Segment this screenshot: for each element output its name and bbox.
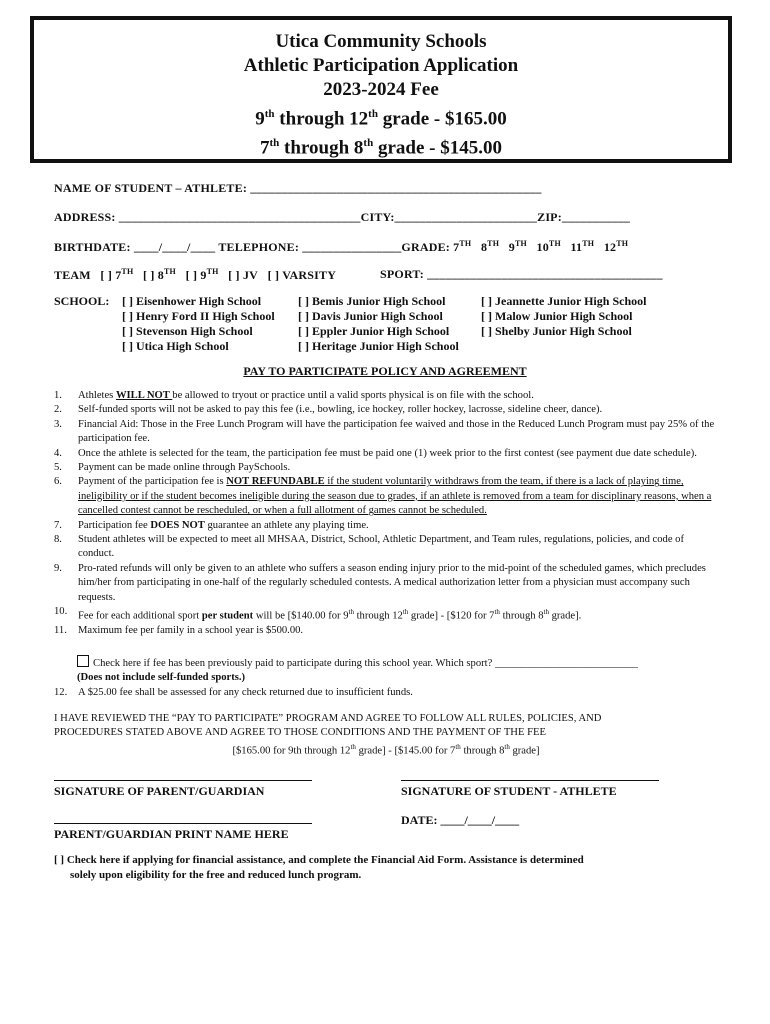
form-header — [30, 16, 732, 163]
date-field[interactable]: DATE: ____/____/____ — [401, 813, 520, 827]
school-option[interactable]: [ ] Jeannette Junior High School — [481, 294, 647, 308]
grade-option[interactable]: 10TH — [536, 239, 561, 254]
policy-list-end — [54, 686, 718, 700]
school-column-high — [122, 294, 275, 354]
parent-signature-line[interactable] — [54, 780, 312, 781]
school-option[interactable]: [ ] Stevenson High School — [122, 324, 253, 338]
address-field[interactable]: ADDRESS: _______________________________________CITY:_______________________ZIP:___________ — [54, 210, 631, 224]
team-option-8th[interactable]: [ ] 8TH — [143, 267, 176, 282]
policy-item: 12. A $25.00 fee shall be assessed for any check returned due to insufficient funds. — [54, 687, 413, 698]
school-option[interactable]: [ ] Davis Junior High School — [298, 309, 443, 323]
student-signature-label: SIGNATURE OF STUDENT - ATHLETE — [401, 784, 617, 798]
policy-item: 11. Maximum fee per family in a school year is $500.00. — [54, 625, 304, 637]
policy-item: 2. Self-funded sports will not be asked to pay this fee (i.e., bowling, ice hockey, roller hockey, lacrosse, sideline cheer, dance). — [54, 404, 603, 416]
grade-option[interactable]: 9TH — [508, 239, 527, 254]
team-option-jv[interactable]: [ ] JV — [228, 268, 259, 282]
grade-option[interactable]: 7TH — [453, 239, 472, 254]
policy-item: 6. Payment of the participation fee is NOT REFUNDABLE if the student voluntarily withdraws from the team, if there is a lack of playing time, ineligibility or if the student becomes ineligible during the season due to grades, if an athlete is removed from a team for disciplinary reasons, when a cancelled contest cannot be rescheduled, or when a full allotment of games cannot be scheduled. — [54, 476, 712, 517]
sport-field[interactable]: SPORT: ______________________________________ — [380, 267, 663, 281]
school-option[interactable]: [ ] Eppler Junior High School — [298, 324, 450, 338]
school-option[interactable]: [ ] Bemis Junior High School — [298, 294, 446, 308]
school-option[interactable]: [ ] Heritage Junior High School — [298, 339, 459, 353]
school-column-junior-b — [481, 294, 646, 339]
school-option[interactable]: [ ] Malow Junior High School — [481, 309, 633, 323]
checkbox[interactable] — [77, 655, 89, 667]
agreement-statement: I HAVE REVIEWED THE “PAY TO PARTICIPATE” PROGRAM AND AGREE TO FOLLOW ALL RULES, POLICIES, AND PROCEDURES STATED ABOVE AND AGREE TO THOSE CONDITIONS AND THE PAYMENT OF THE FEE [$165.00 for 9th through 12th grade] - [$145.00 for 7th through 8th grade] — [54, 713, 602, 757]
school-option[interactable]: [ ] Utica High School — [122, 339, 229, 353]
grade-option[interactable]: 12TH — [603, 239, 629, 254]
team-option-7th[interactable]: [ ] 7TH — [100, 267, 134, 282]
team-option-9th[interactable]: [ ] 9TH — [185, 267, 219, 282]
policy-list — [54, 389, 718, 638]
previously-paid-check: Check here if fee has been previously paid to participate during this school year. Which sport? ___________________________ (Does not include self-funded sports.) — [77, 655, 722, 686]
school-option[interactable]: [ ] Shelby Junior High School — [481, 324, 632, 338]
policy-item: 3. Financial Aid: Those in the Free Lunch Program will have the participation fee waived and those in the Reduced Lunch Program must pay 25% of the participation fee. — [54, 418, 715, 445]
policy-title: PAY TO PARTICIPATE POLICY AND AGREEMENT — [243, 364, 527, 378]
school-column-junior-a — [298, 294, 459, 354]
district-title: Utica Community Schools — [275, 31, 487, 52]
grade-option[interactable]: 11TH — [570, 239, 595, 254]
policy-item: 5. Payment can be made online through PaySchools. — [54, 462, 291, 474]
team-field: TEAM [ ] 7TH [ ] 8TH [ ] 9TH [ ] JV [ ] VARSITY — [54, 267, 337, 282]
team-option-varsity[interactable]: [ ] VARSITY — [267, 268, 337, 282]
policy-item: 8. Student athletes will be expected to meet all MHSAA, District, School, Athletic Department, and Team rules, regulations, policies, and code of conduct. — [54, 534, 684, 560]
fee-junior-high: 7th through 8th grade - $145.00 — [260, 137, 502, 159]
school-option[interactable]: [ ] Henry Ford II High School — [122, 309, 275, 323]
policy-item: 10. Fee for each additional sport per student will be [$140.00 for 9th through 12th grade] - [$120 for 7th through 8th grade]. — [54, 606, 582, 622]
parent-signature-label: SIGNATURE OF PARENT/GUARDIAN — [54, 784, 265, 798]
student-signature-line[interactable] — [401, 780, 659, 781]
print-name-label: PARENT/GUARDIAN PRINT NAME HERE — [54, 827, 289, 841]
form-title: Athletic Participation Application — [243, 55, 519, 76]
policy-item: 7. Participation fee DOES NOT guarantee an athlete any playing time. — [54, 519, 369, 531]
financial-assistance-check[interactable]: [ ] Check here if applying for financial assistance, and complete the Financial Aid Form. Assistance is determined solely upon eligibility for the free and reduced lunch program. — [54, 854, 584, 881]
school-option[interactable]: [ ] Eisenhower High School — [122, 294, 262, 308]
print-name-line[interactable] — [54, 823, 312, 824]
policy-item: 1. Athletes WILL NOT be allowed to tryout or practice until a valid sports physical is on file with the school. — [54, 390, 534, 401]
birthdate-phone-grade-field[interactable]: BIRTHDATE: ____/____/____ TELEPHONE: ________________GRADE: 7TH 8TH 9TH 10TH 11TH 12TH — [54, 239, 629, 254]
fee-year: 2023-2024 Fee — [323, 79, 439, 100]
grade-option[interactable]: 8TH — [480, 239, 500, 254]
fee-high-school: 9th through 12th grade - $165.00 — [255, 108, 507, 130]
policy-item: 4. Once the athlete is selected for the team, the participation fee must be paid one (1) week prior to the first contest (see payment due date schedule). — [54, 447, 697, 459]
policy-item: 9. Pro-rated refunds will only be given to an athlete who suffers a season ending injury prior to the mid-point of the scheduled games, which precludes him/her from participating in one-half of the regularly scheduled contests. A medical authorization letter from a physician must accompany such requests. — [54, 562, 706, 603]
school-label: SCHOOL: — [54, 294, 110, 308]
student-name-field[interactable]: NAME OF STUDENT – ATHLETE: _______________________________________________ — [54, 181, 542, 195]
